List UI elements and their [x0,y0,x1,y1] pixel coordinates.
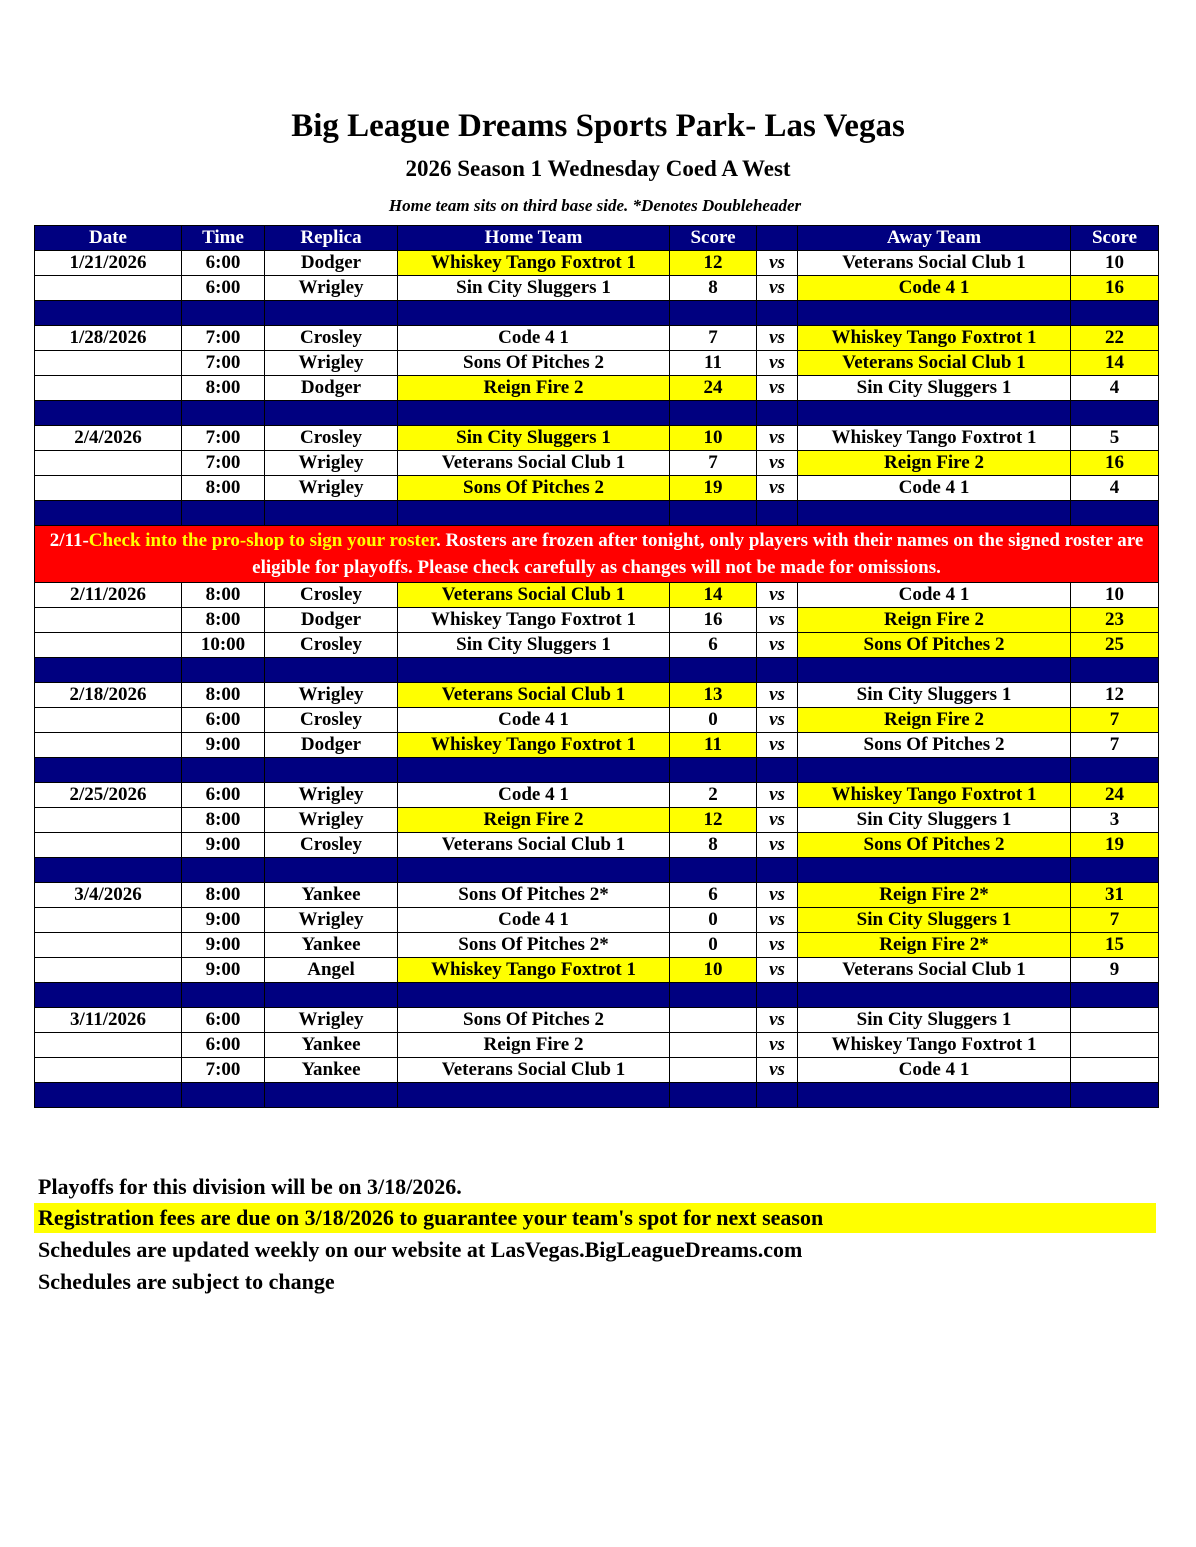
game-row [35,251,1159,276]
col-time: Time [182,226,265,251]
home-score [670,1033,757,1058]
home-team: Code 4 1 [398,708,670,733]
vs-label: vs [757,633,798,658]
game-date [35,1033,182,1058]
home-team: Veterans Social Club 1 [398,833,670,858]
home-team: Sons Of Pitches 2 [398,351,670,376]
home-team: Sons Of Pitches 2* [398,933,670,958]
away-score: 23 [1071,608,1159,633]
notice-text: . Rosters are frozen after tonight, only players with their names on the signed roster are eligible for playoffs. Please check carefully as changes will not be made for omissions. [252,530,1144,578]
game-time: 8:00 [182,376,265,401]
away-score: 7 [1071,733,1159,758]
away-score: 15 [1071,933,1159,958]
game-row [35,958,1159,983]
col-away-score: Score [1071,226,1159,251]
game-date [35,276,182,301]
game-field: Dodger [265,608,398,633]
away-score: 4 [1071,476,1159,501]
home-score: 11 [670,351,757,376]
game-field: Crosley [265,326,398,351]
home-team: Veterans Social Club 1 [398,683,670,708]
home-team-note: Home team sits on third base side. *Denotes Doubleheader [388,196,802,215]
game-time: 6:00 [182,708,265,733]
home-team: Sin City Sluggers 1 [398,633,670,658]
game-time: 7:00 [182,426,265,451]
home-team: Veterans Social Club 1 [398,583,670,608]
vs-label: vs [757,908,798,933]
game-date [35,908,182,933]
home-score [670,1008,757,1033]
away-team: Veterans Social Club 1 [798,958,1071,983]
home-score: 16 [670,608,757,633]
game-date [35,633,182,658]
home-score: 10 [670,426,757,451]
game-time: 8:00 [182,583,265,608]
game-row [35,808,1159,833]
game-field: Wrigley [265,476,398,501]
away-score: 7 [1071,908,1159,933]
home-score: 0 [670,908,757,933]
vs-label: vs [757,883,798,908]
home-team: Sons Of Pitches 2 [398,476,670,501]
home-team: Whiskey Tango Foxtrot 1 [398,733,670,758]
week-separator [35,858,1159,883]
page-title: Big League Dreams Sports Park- Las Vegas [291,108,905,144]
home-team: Reign Fire 2 [398,1033,670,1058]
away-score: 4 [1071,376,1159,401]
vs-label: vs [757,1008,798,1033]
game-field: Yankee [265,1058,398,1083]
away-score: 24 [1071,783,1159,808]
home-score: 10 [670,958,757,983]
week-separator [35,1083,1159,1108]
week-separator [35,983,1159,1008]
game-row [35,708,1159,733]
game-field: Wrigley [265,276,398,301]
home-team: Sons Of Pitches 2* [398,883,670,908]
game-time: 9:00 [182,933,265,958]
away-team: Sin City Sluggers 1 [798,683,1071,708]
away-score [1071,1033,1159,1058]
home-team: Code 4 1 [398,908,670,933]
game-time: 9:00 [182,833,265,858]
vs-label: vs [757,426,798,451]
home-team: Code 4 1 [398,326,670,351]
home-team: Sin City Sluggers 1 [398,276,670,301]
away-team: Code 4 1 [798,476,1071,501]
game-time: 10:00 [182,633,265,658]
game-time: 6:00 [182,783,265,808]
game-date [35,476,182,501]
vs-label: vs [757,608,798,633]
game-date [35,1058,182,1083]
game-field: Wrigley [265,783,398,808]
home-score: 12 [670,808,757,833]
game-time: 6:00 [182,276,265,301]
game-field: Wrigley [265,908,398,933]
game-row [35,1033,1159,1058]
away-team: Reign Fire 2* [798,933,1071,958]
game-field: Wrigley [265,808,398,833]
game-date [35,958,182,983]
game-date: 1/28/2026 [35,326,182,351]
home-team: Sons Of Pitches 2 [398,1008,670,1033]
game-field: Crosley [265,833,398,858]
game-row [35,351,1159,376]
game-field: Crosley [265,583,398,608]
home-score [670,1058,757,1083]
vs-label: vs [757,326,798,351]
home-score: 19 [670,476,757,501]
schedule-table [34,225,1159,1108]
game-time: 6:00 [182,1008,265,1033]
game-date: 2/11/2026 [35,583,182,608]
notice-highlight: Check into the pro-shop to sign your roster [88,530,436,551]
vs-label: vs [757,1058,798,1083]
game-field: Wrigley [265,1008,398,1033]
vs-label: vs [757,808,798,833]
game-time: 8:00 [182,683,265,708]
away-score: 25 [1071,633,1159,658]
home-score: 0 [670,933,757,958]
game-time: 7:00 [182,326,265,351]
vs-label: vs [757,451,798,476]
home-score: 11 [670,733,757,758]
game-row [35,1008,1159,1033]
vs-label: vs [757,833,798,858]
game-date [35,808,182,833]
game-row [35,633,1159,658]
away-score: 10 [1071,583,1159,608]
home-score: 6 [670,633,757,658]
website-note: Schedules are updated weekly on our website at LasVegas.BigLeagueDreams.com [38,1237,803,1262]
game-time: 8:00 [182,883,265,908]
home-team: Whiskey Tango Foxtrot 1 [398,608,670,633]
away-score: 9 [1071,958,1159,983]
game-row [35,733,1159,758]
subject-to-change-note: Schedules are subject to change [38,1269,335,1294]
game-time: 6:00 [182,1033,265,1058]
game-row [35,1058,1159,1083]
game-row [35,451,1159,476]
col-replica: Replica [265,226,398,251]
home-score: 2 [670,783,757,808]
away-score: 31 [1071,883,1159,908]
away-score: 3 [1071,808,1159,833]
game-time: 7:00 [182,1058,265,1083]
away-score: 5 [1071,426,1159,451]
game-date: 2/4/2026 [35,426,182,451]
game-row [35,683,1159,708]
home-team: Reign Fire 2 [398,376,670,401]
home-score: 14 [670,583,757,608]
game-date [35,733,182,758]
home-team: Sin City Sluggers 1 [398,426,670,451]
game-field: Dodger [265,251,398,276]
home-score: 13 [670,683,757,708]
away-score: 12 [1071,683,1159,708]
vs-label: vs [757,708,798,733]
vs-label: vs [757,376,798,401]
game-row [35,608,1159,633]
away-team: Reign Fire 2* [798,883,1071,908]
away-score: 16 [1071,451,1159,476]
away-score [1071,1008,1159,1033]
away-team: Whiskey Tango Foxtrot 1 [798,326,1071,351]
home-team: Code 4 1 [398,783,670,808]
home-team: Veterans Social Club 1 [398,451,670,476]
away-score: 10 [1071,251,1159,276]
game-date: 1/21/2026 [35,251,182,276]
game-date: 2/18/2026 [35,683,182,708]
game-time: 8:00 [182,608,265,633]
game-time: 7:00 [182,351,265,376]
away-team: Whiskey Tango Foxtrot 1 [798,1033,1071,1058]
away-team: Sons Of Pitches 2 [798,833,1071,858]
away-score: 19 [1071,833,1159,858]
header-row [35,226,1159,251]
game-row [35,276,1159,301]
away-score: 22 [1071,326,1159,351]
vs-label: vs [757,783,798,808]
home-score: 6 [670,883,757,908]
home-score: 24 [670,376,757,401]
game-field: Wrigley [265,451,398,476]
game-time: 9:00 [182,958,265,983]
away-team: Sin City Sluggers 1 [798,808,1071,833]
game-date [35,376,182,401]
col-away-team: Away Team [798,226,1071,251]
game-row [35,883,1159,908]
game-field: Crosley [265,708,398,733]
vs-label: vs [757,1033,798,1058]
game-field: Wrigley [265,683,398,708]
game-row [35,908,1159,933]
game-date [35,451,182,476]
away-team: Code 4 1 [798,276,1071,301]
game-date: 3/11/2026 [35,1008,182,1033]
playoffs-note: Playoffs for this division will be on 3/18/2026. [38,1174,462,1199]
game-field: Angel [265,958,398,983]
home-score: 12 [670,251,757,276]
vs-label: vs [757,351,798,376]
week-separator [35,301,1159,326]
week-separator [35,658,1159,683]
col-home-score: Score [670,226,757,251]
vs-label: vs [757,276,798,301]
vs-label: vs [757,958,798,983]
game-field: Yankee [265,1033,398,1058]
away-team: Whiskey Tango Foxtrot 1 [798,426,1071,451]
game-time: 6:00 [182,251,265,276]
game-row [35,476,1159,501]
roster-notice [35,526,1159,583]
game-time: 8:00 [182,808,265,833]
game-date [35,608,182,633]
away-team: Sin City Sluggers 1 [798,908,1071,933]
away-team: Whiskey Tango Foxtrot 1 [798,783,1071,808]
game-row [35,783,1159,808]
away-score [1071,1058,1159,1083]
game-field: Yankee [265,933,398,958]
game-date [35,933,182,958]
away-team: Reign Fire 2 [798,708,1071,733]
game-field: Dodger [265,376,398,401]
vs-label: vs [757,733,798,758]
away-team: Code 4 1 [798,1058,1071,1083]
game-row [35,583,1159,608]
game-row [35,833,1159,858]
away-team: Sons Of Pitches 2 [798,733,1071,758]
game-date: 2/25/2026 [35,783,182,808]
page-subtitle: 2026 Season 1 Wednesday Coed A West [405,156,791,181]
registration-note: Registration fees are due on 3/18/2026 to guarantee your team's spot for next season [34,1203,1156,1233]
away-team: Reign Fire 2 [798,451,1071,476]
notice-date: 2/11- [49,530,89,551]
week-separator [35,501,1159,526]
away-team: Code 4 1 [798,583,1071,608]
home-score: 7 [670,326,757,351]
away-team: Sin City Sluggers 1 [798,376,1071,401]
game-field: Yankee [265,883,398,908]
game-date: 3/4/2026 [35,883,182,908]
home-score: 7 [670,451,757,476]
game-field: Dodger [265,733,398,758]
home-team: Whiskey Tango Foxtrot 1 [398,251,670,276]
col-vs [757,226,798,251]
vs-label: vs [757,476,798,501]
game-field: Crosley [265,633,398,658]
vs-label: vs [757,583,798,608]
game-row [35,376,1159,401]
week-separator [35,758,1159,783]
away-score: 14 [1071,351,1159,376]
home-team: Whiskey Tango Foxtrot 1 [398,958,670,983]
away-team: Veterans Social Club 1 [798,351,1071,376]
game-field: Crosley [265,426,398,451]
vs-label: vs [757,251,798,276]
game-row [35,933,1159,958]
game-row [35,426,1159,451]
away-team: Sin City Sluggers 1 [798,1008,1071,1033]
home-score: 0 [670,708,757,733]
game-time: 9:00 [182,908,265,933]
game-time: 7:00 [182,451,265,476]
away-team: Sons Of Pitches 2 [798,633,1071,658]
col-home-team: Home Team [398,226,670,251]
home-score: 8 [670,276,757,301]
home-team: Veterans Social Club 1 [398,1058,670,1083]
game-date [35,351,182,376]
week-separator [35,401,1159,426]
game-time: 8:00 [182,476,265,501]
home-team: Reign Fire 2 [398,808,670,833]
game-row [35,326,1159,351]
game-date [35,708,182,733]
away-score: 16 [1071,276,1159,301]
col-date: Date [35,226,182,251]
away-team: Reign Fire 2 [798,608,1071,633]
vs-label: vs [757,683,798,708]
game-date [35,833,182,858]
game-time: 9:00 [182,733,265,758]
away-team: Veterans Social Club 1 [798,251,1071,276]
vs-label: vs [757,933,798,958]
game-field: Wrigley [265,351,398,376]
home-score: 8 [670,833,757,858]
away-score: 7 [1071,708,1159,733]
